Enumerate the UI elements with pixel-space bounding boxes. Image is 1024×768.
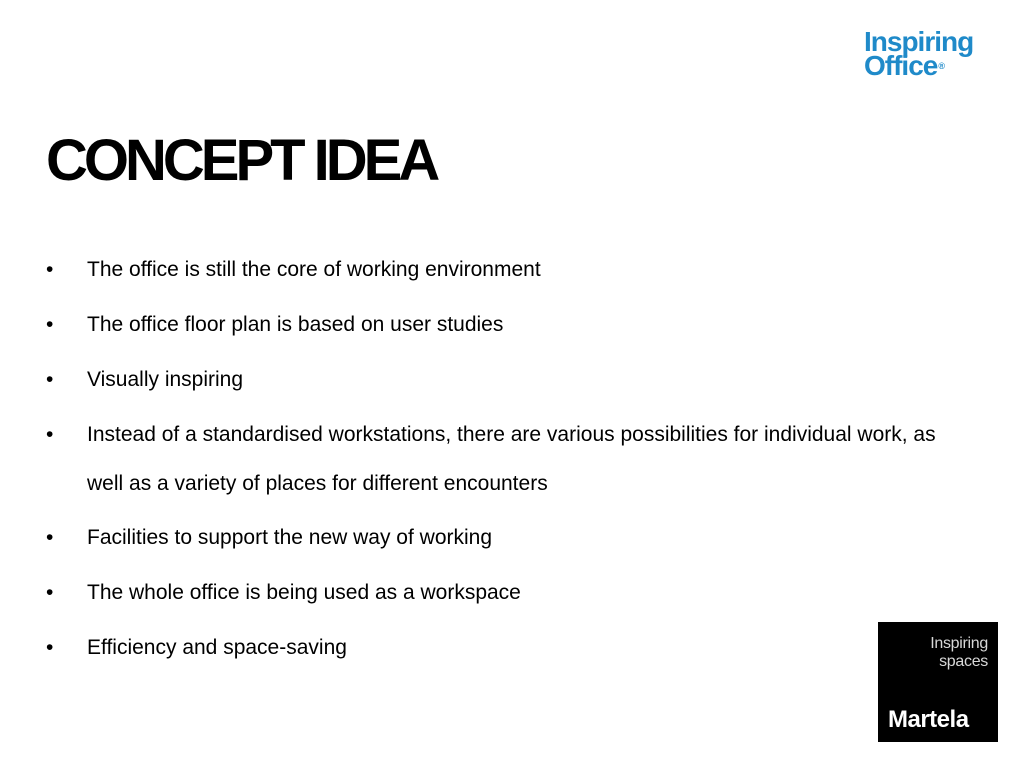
bullet-item	[46, 630, 946, 666]
bullet-text: Efficiency and space-saving	[87, 636, 347, 659]
bullet-list	[46, 252, 946, 685]
bullet-item	[46, 410, 946, 508]
martela-tagline	[930, 635, 988, 671]
logo-line-2: Office	[864, 50, 938, 81]
registered-mark: ®	[938, 61, 945, 71]
bullet-item	[46, 520, 946, 556]
tagline-line-2: spaces	[939, 653, 988, 670]
bullet-text: The office floor plan is based on user studies	[87, 313, 504, 336]
slide-title: CONCEPT IDEA	[46, 128, 437, 193]
inspiring-office-logo	[864, 26, 994, 81]
bullet-icon: •	[46, 423, 54, 446]
bullet-item	[46, 362, 946, 398]
logo-line-1: Inspiring	[864, 26, 974, 57]
martela-logo	[878, 622, 998, 742]
bullet-item	[46, 252, 946, 288]
logo-line-2-wrapper	[864, 50, 994, 81]
bullet-icon: •	[46, 258, 54, 281]
bullet-text: Instead of a standardised workstations, there are various possibilities for individual work, as well as a variety of places for different encounters	[87, 423, 936, 495]
martela-brand: Martela	[888, 706, 969, 733]
bullet-icon: •	[46, 368, 54, 391]
bullet-item	[46, 307, 946, 343]
bullet-icon: •	[46, 636, 54, 659]
tagline-line-1: Inspiring	[930, 635, 988, 652]
bullet-text: The office is still the core of working environment	[87, 258, 541, 281]
bullet-icon: •	[46, 313, 54, 336]
bullet-text: Facilities to support the new way of working	[87, 526, 493, 549]
bullet-item	[46, 575, 946, 611]
bullet-text: The whole office is being used as a workspace	[87, 581, 521, 604]
bullet-text: Visually inspiring	[87, 368, 244, 391]
bullet-icon: •	[46, 581, 54, 604]
bullet-icon: •	[46, 526, 54, 549]
